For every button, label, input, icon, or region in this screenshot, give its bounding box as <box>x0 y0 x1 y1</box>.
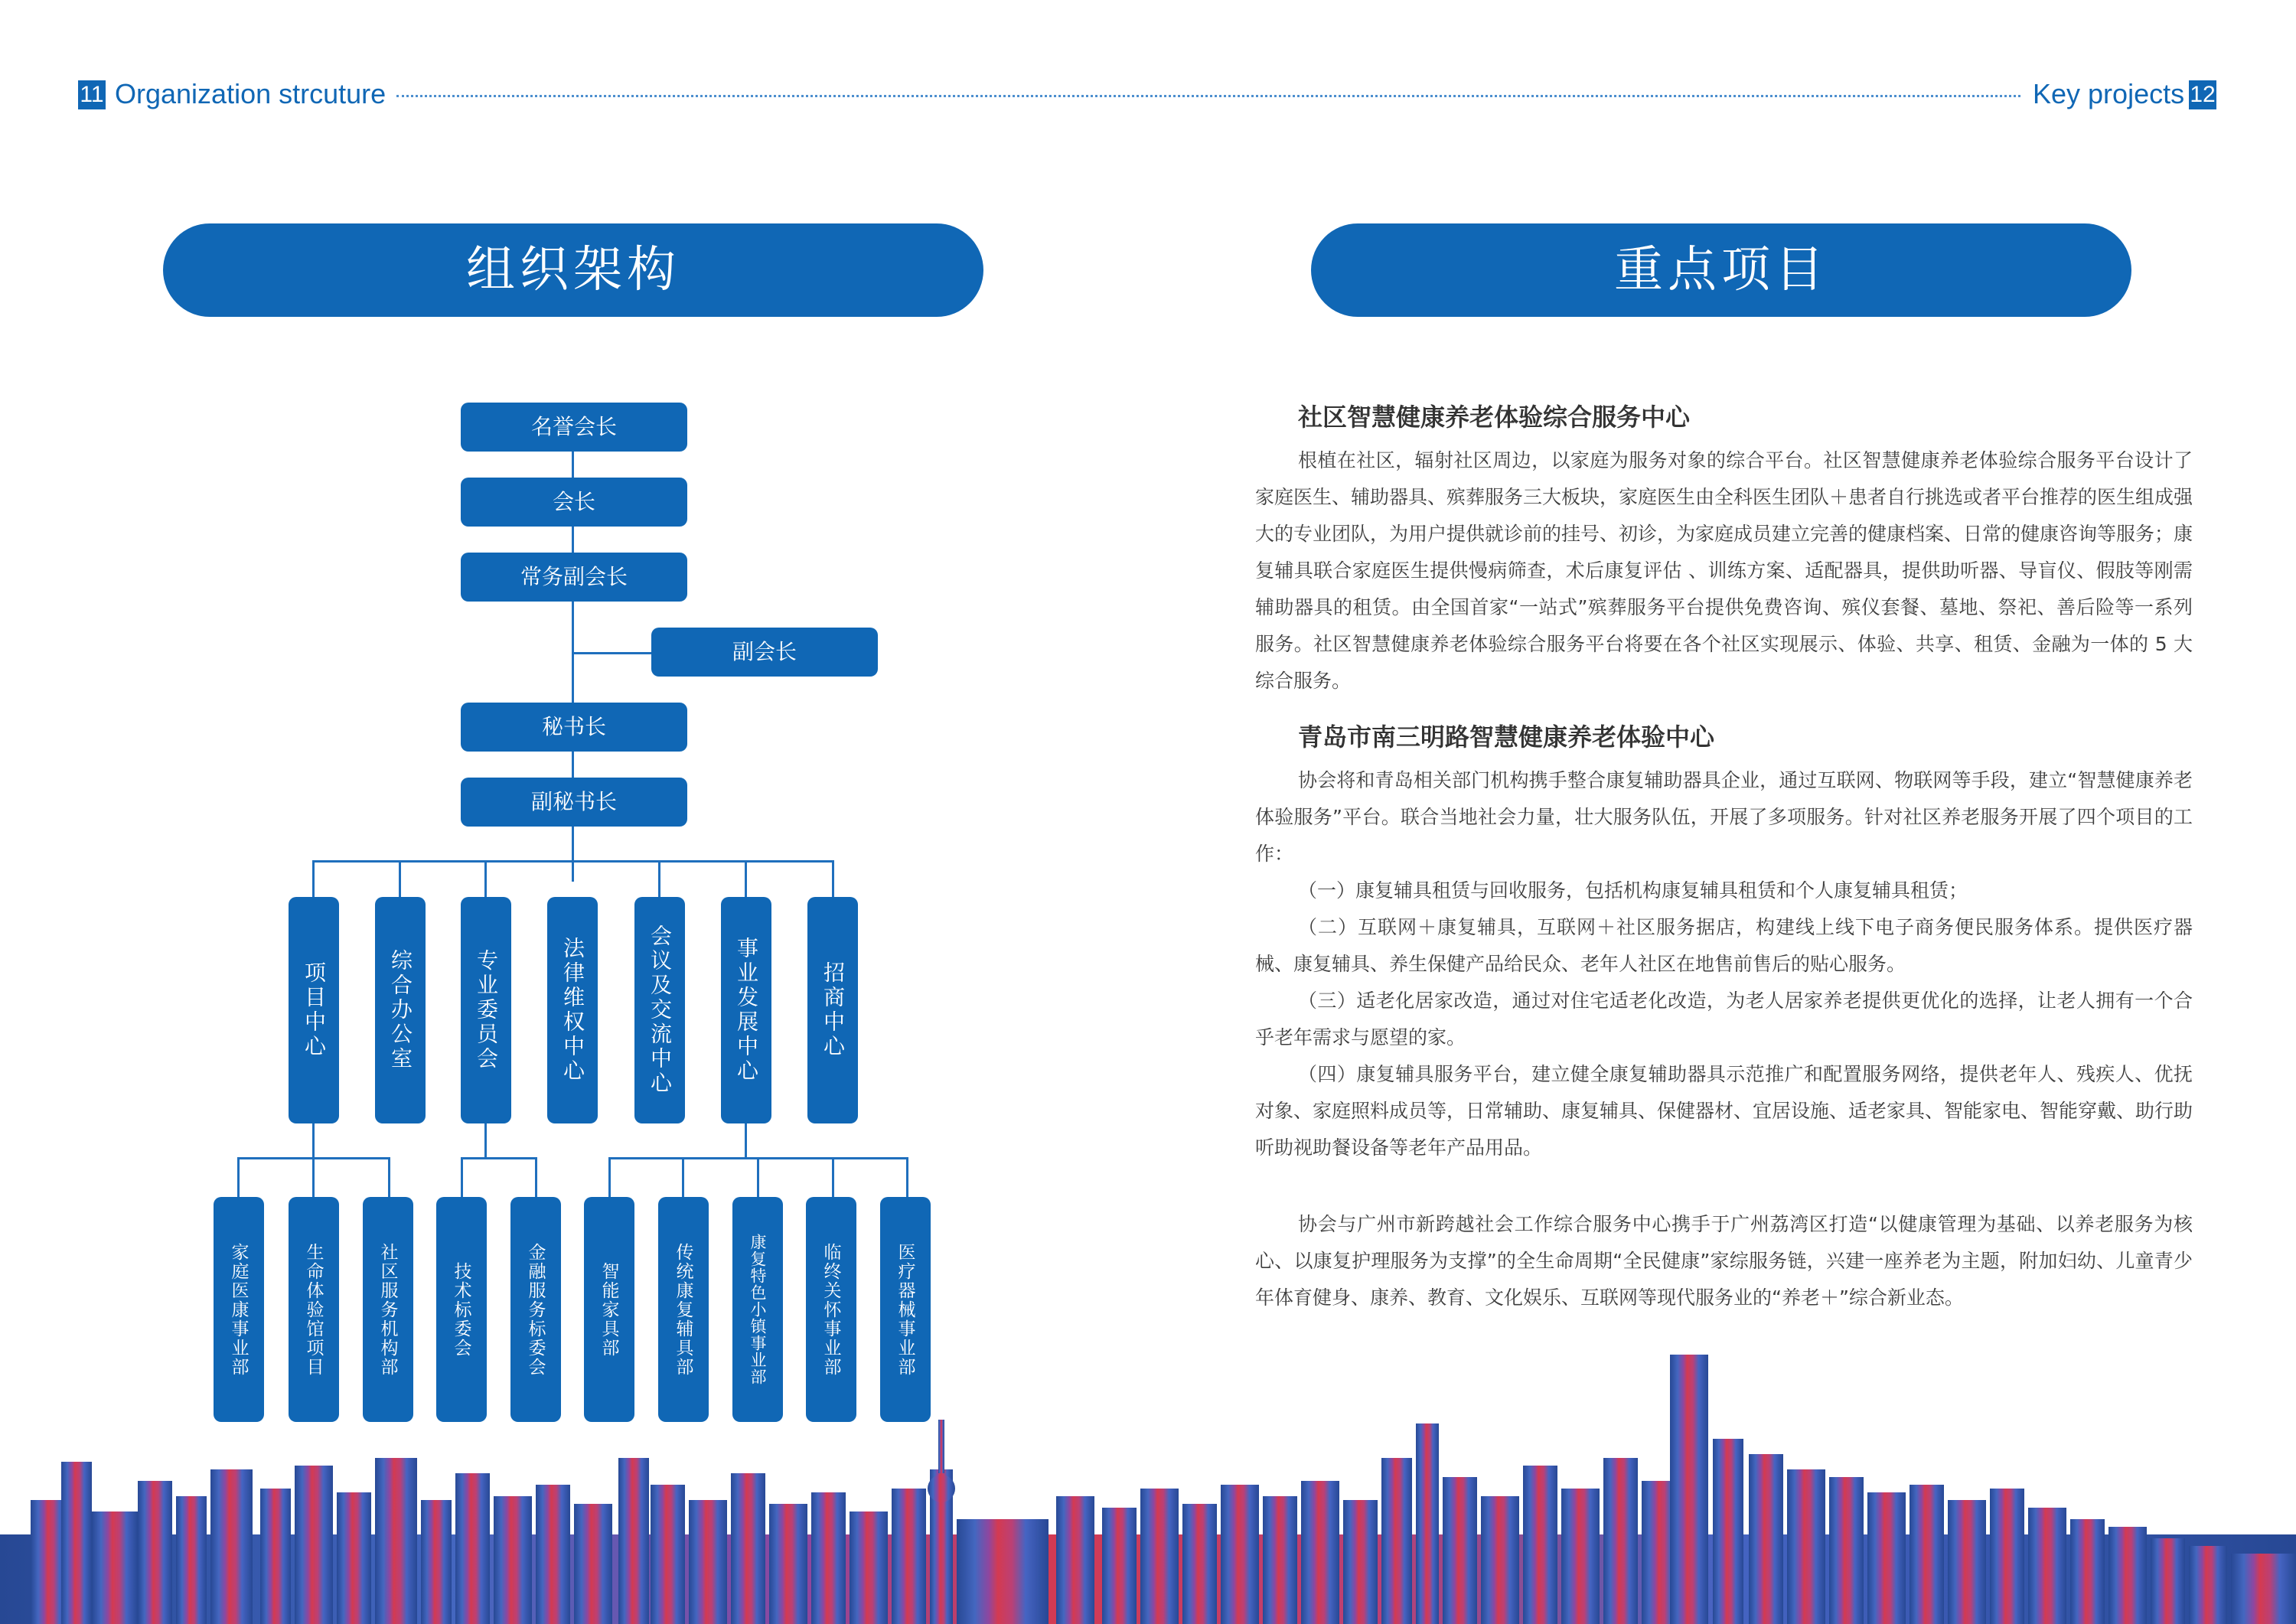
section-body: 根植在社区，辐射社区周边，以家庭为服务对象的综合平台。社区智慧健康养老体验综合服务平台设计了家庭医生、辅助器具、殡葬服务三大板块，家庭医生由全科医生团队＋患者自行挑选或者平台推荐的医生组成强大的专业团队，为用户提供就诊前的挂号、初诊，为家庭成员建立完善的健康档案、日常的健康咨询等服务；康复辅具联合家庭医生提供慢病筛查，术后康复评估 、训练方案、适配器具，提供助听器、导盲仪、假肢等刚需辅助器具的租赁。由全国首家“一站式”殡葬服务平台提供免费咨询、殡仪套餐、墓地、祭祀、善后险等一系列服务。社区智慧健康养老体验综合服务平台将要在各个社区实现展示、体验、共享、租赁、金融为一体的 5 大综合服务。 <box>1255 449 2193 692</box>
right-section-title: Key projects <box>2033 78 2185 109</box>
key-projects-heading: 重点项目 <box>1311 223 2131 317</box>
org-unit-rehab-town: 康复特色小镇事业部 <box>732 1197 783 1422</box>
list-item: （三）适老化居家改造，通过对住宅适老化改造，为老人居家养老提供更优化的选择，让老人拥有一个合乎老年需求与愿望的家。 <box>1255 990 2193 1048</box>
org-structure-heading: 组织架构 <box>163 223 983 317</box>
org-node-secretary-general: 秘书长 <box>461 703 687 752</box>
org-dept-general-office: 综合办公室 <box>375 897 426 1123</box>
right-page-number: 12 <box>2189 80 2216 109</box>
org-unit-smart-furniture: 智能家具部 <box>584 1197 634 1422</box>
org-unit-traditional-rehab: 传统康复辅具部 <box>658 1197 709 1422</box>
org-dept-development-center: 事业发展中心 <box>721 897 771 1123</box>
org-dept-conference-center: 会议及交流中心 <box>634 897 685 1123</box>
org-node-deputy-secretary-general: 副秘书长 <box>461 778 687 827</box>
section-title: 青岛市南三明路智慧健康养老体验中心 <box>1298 722 1715 752</box>
org-unit-family-medical: 家庭医康事业部 <box>214 1197 264 1422</box>
org-unit-finance-standards: 金融服务标委会 <box>510 1197 561 1422</box>
org-dept-investment-center: 招商中心 <box>807 897 858 1123</box>
org-unit-community-service: 社区服务机构部 <box>363 1197 413 1422</box>
section-body: 协会将和青岛相关部门机构携手整合康复辅助器具企业，通过互联网、物联网等手段，建立“智慧健康养老体验服务”平台。联合当地社会力量，壮大服务队伍，开展了多项服务。针对社区养老服务开展了四个项目的工作： <box>1255 769 2193 865</box>
left-page-number: 11 <box>78 80 106 109</box>
org-dept-legal-center: 法律维权中心 <box>547 897 598 1123</box>
list-item: （一）康复辅具租赁与回收服务，包括机构康复辅具租赁和个人康复辅具租赁； <box>1298 879 1968 902</box>
org-unit-life-experience: 生命体验馆项目 <box>289 1197 339 1422</box>
list-item: （二）互联网＋康复辅具，互联网＋社区服务据店，构建线上线下电子商务便民服务体系。提供医疗器械、康复辅具、养生保健产品给民众、老年人社区在地售前售后的贴心服务。 <box>1255 916 2193 975</box>
org-unit-hospice: 临终关怀事业部 <box>806 1197 856 1422</box>
org-node-honorary-president: 名誉会长 <box>461 403 687 452</box>
org-dept-project-center: 项目中心 <box>289 897 339 1123</box>
org-node-vice-president: 副会长 <box>651 628 878 677</box>
org-node-president: 会长 <box>461 478 687 527</box>
org-node-executive-vice-president: 常务副会长 <box>461 553 687 602</box>
org-dept-professional-committee: 专业委员会 <box>461 897 511 1123</box>
section-title: 社区智慧健康养老体验综合服务中心 <box>1298 403 1691 432</box>
org-unit-tech-standards: 技术标委会 <box>436 1197 487 1422</box>
list-item: （四）康复辅具服务平台，建立健全康复辅助器具示范推广和配置服务网络，提供老年人、残疾人、优抚对象、家庭照料成员等，日常辅助、康复辅具、保健器材、宜居设施、适老家具、智能家电、智能穿戴、助行助听助视助餐设备等老年产品用品。 <box>1255 1063 2193 1159</box>
left-section-title: Organization strcuture <box>115 78 386 109</box>
closing-paragraph: 协会与广州市新跨越社会工作综合服务中心携手于广州荔湾区打造“以健康管理为基础、以养老服务为核心、以康复护理服务为支撑”的全生命周期“全民健康”家综服务链，兴建一座养老为主题，附加妇幼、儿童青少年体育健身、康养、教育、文化娱乐、互联网等现代服务业的“养老＋”综合新业态。 <box>1255 1213 2193 1309</box>
org-unit-medical-devices: 医疗器械事业部 <box>880 1197 931 1422</box>
